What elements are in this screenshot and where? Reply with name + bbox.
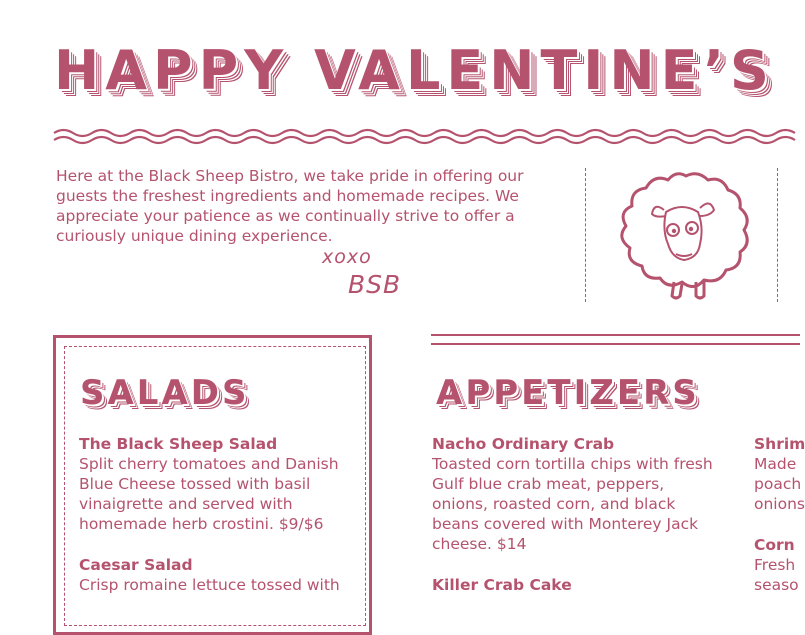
item-name: Caesar Salad (79, 556, 193, 574)
appetizers-title: APPETIZERS (436, 373, 700, 413)
item-description: Crisp romaine lettuce tossed with (79, 576, 340, 594)
menu-item (754, 434, 805, 514)
dashed-divider-right (777, 168, 778, 302)
salads-title: SALADS (80, 373, 250, 413)
signoff-text: xoxo (322, 246, 372, 268)
item-name: The Black Sheep Salad (79, 435, 278, 453)
item-description: Fresh seaso (754, 556, 799, 594)
dashed-divider-left (585, 168, 586, 302)
item-name: Nacho Ordinary Crab (432, 435, 615, 453)
menu-title: HAPPY VALENTINE’S (54, 39, 775, 102)
sheep-icon (612, 168, 760, 308)
signature-text: BSB (348, 270, 402, 299)
menu-item (754, 535, 798, 595)
item-description: Split cherry tomatoes and Danish Blue Cheese tossed with basil vinaigrette and served with homemade herb crostini. $9/$6 (79, 455, 339, 533)
item-description: Toasted corn tortilla chips with fresh Gulf blue crab meat, peppers, onions, roasted corn, and black beans covered with Monterey Jack cheese. $14 (432, 455, 713, 553)
wavy-divider (54, 127, 800, 147)
item-description: Made poach onions (754, 455, 805, 513)
section-rule-bottom (431, 343, 800, 345)
item-name: Corn (754, 536, 795, 554)
menu-item (432, 434, 722, 554)
section-rule-top (431, 334, 800, 336)
intro-paragraph: Here at the Black Sheep Bistro, we take pride in offering our guests the freshest ingredients and homemade recipes. We appreciate your patience as we continually strive to offer a curiously unique dining experience. (56, 167, 524, 245)
item-name: Killer Crab Cake (432, 576, 572, 594)
menu-item (79, 434, 364, 534)
menu-item (79, 555, 364, 595)
menu-item (432, 575, 722, 595)
item-name: Shrim (754, 435, 805, 453)
